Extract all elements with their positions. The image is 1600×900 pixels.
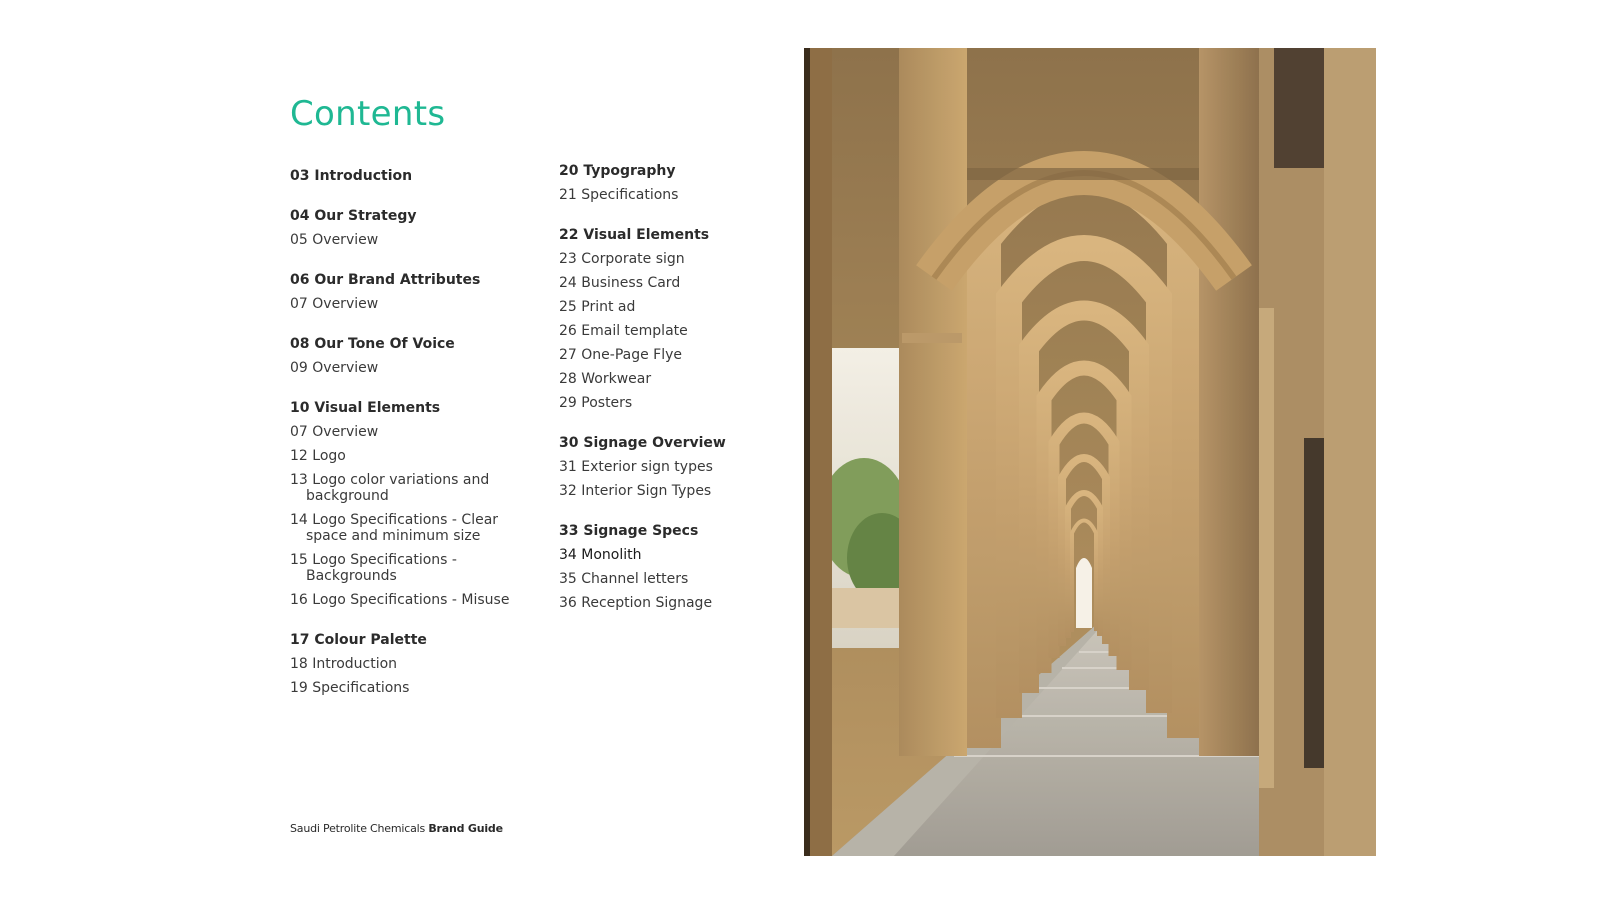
- toc-item[interactable]: 28 Workwear: [559, 371, 652, 387]
- toc-item[interactable]: 13 Logo color variations and background: [290, 472, 490, 504]
- toc-item[interactable]: 12 Logo: [290, 448, 346, 464]
- toc-item[interactable]: 18 Introduction: [290, 656, 398, 672]
- toc-section: [290, 208, 540, 248]
- toc-section: [559, 523, 759, 611]
- toc-item[interactable]: 34 Monolith: [559, 547, 642, 563]
- toc-section: [559, 163, 759, 203]
- toc-right-column: [559, 163, 759, 635]
- toc-section: [290, 168, 540, 184]
- toc-item[interactable]: 35 Channel letters: [559, 571, 689, 587]
- toc-item[interactable]: 25 Print ad: [559, 299, 636, 315]
- toc-section: [559, 227, 759, 411]
- toc-item[interactable]: 23 Corporate sign: [559, 251, 685, 267]
- toc-item[interactable]: 26 Email template: [559, 323, 688, 339]
- toc-item[interactable]: 07 Overview: [290, 424, 379, 440]
- toc-item[interactable]: 21 Specifications: [559, 187, 679, 203]
- footer-company: Saudi Petrolite Chemicals: [290, 822, 426, 835]
- toc-item[interactable]: 19 Specifications: [290, 680, 410, 696]
- page-title: Contents: [290, 94, 446, 134]
- toc-item[interactable]: 05 Overview: [290, 232, 379, 248]
- toc-section-heading[interactable]: 30 Signage Overview: [559, 435, 726, 451]
- toc-item[interactable]: 15 Logo Specifications - Backgrounds: [290, 552, 457, 584]
- toc-section-heading[interactable]: 08 Our Tone Of Voice: [290, 336, 455, 352]
- footer: [290, 822, 503, 835]
- toc-item[interactable]: 36 Reception Signage: [559, 595, 713, 611]
- toc-item[interactable]: 32 Interior Sign Types: [559, 483, 712, 499]
- toc-section-heading[interactable]: 04 Our Strategy: [290, 208, 417, 224]
- arched-colonnade-photo: [804, 48, 1376, 856]
- toc-section: [290, 336, 540, 376]
- toc-item[interactable]: 24 Business Card: [559, 275, 681, 291]
- toc-section: [290, 632, 540, 696]
- toc-section-heading[interactable]: 17 Colour Palette: [290, 632, 427, 648]
- toc-item[interactable]: 09 Overview: [290, 360, 379, 376]
- toc-section: [290, 400, 540, 608]
- toc-section-heading[interactable]: 33 Signage Specs: [559, 523, 699, 539]
- toc-item[interactable]: 07 Overview: [290, 296, 379, 312]
- toc-section: [290, 272, 540, 312]
- toc-section-heading[interactable]: 10 Visual Elements: [290, 400, 441, 416]
- toc-item[interactable]: 14 Logo Specifications - Clear space and minimum size: [290, 512, 499, 544]
- toc-item[interactable]: 27 One-Page Flye: [559, 347, 683, 363]
- toc-item[interactable]: 16 Logo Specifications - Misuse: [290, 592, 510, 608]
- toc-item[interactable]: 31 Exterior sign types: [559, 459, 713, 475]
- toc-item[interactable]: 29 Posters: [559, 395, 633, 411]
- toc-left-column: [290, 168, 540, 720]
- toc-section-heading[interactable]: 03 Introduction: [290, 168, 413, 184]
- footer-doc-name: Brand Guide: [428, 822, 503, 835]
- toc-section-heading[interactable]: 22 Visual Elements: [559, 227, 710, 243]
- toc-section-heading[interactable]: 06 Our Brand Attributes: [290, 272, 481, 288]
- toc-section-heading[interactable]: 20 Typography: [559, 163, 676, 179]
- toc-section: [559, 435, 759, 499]
